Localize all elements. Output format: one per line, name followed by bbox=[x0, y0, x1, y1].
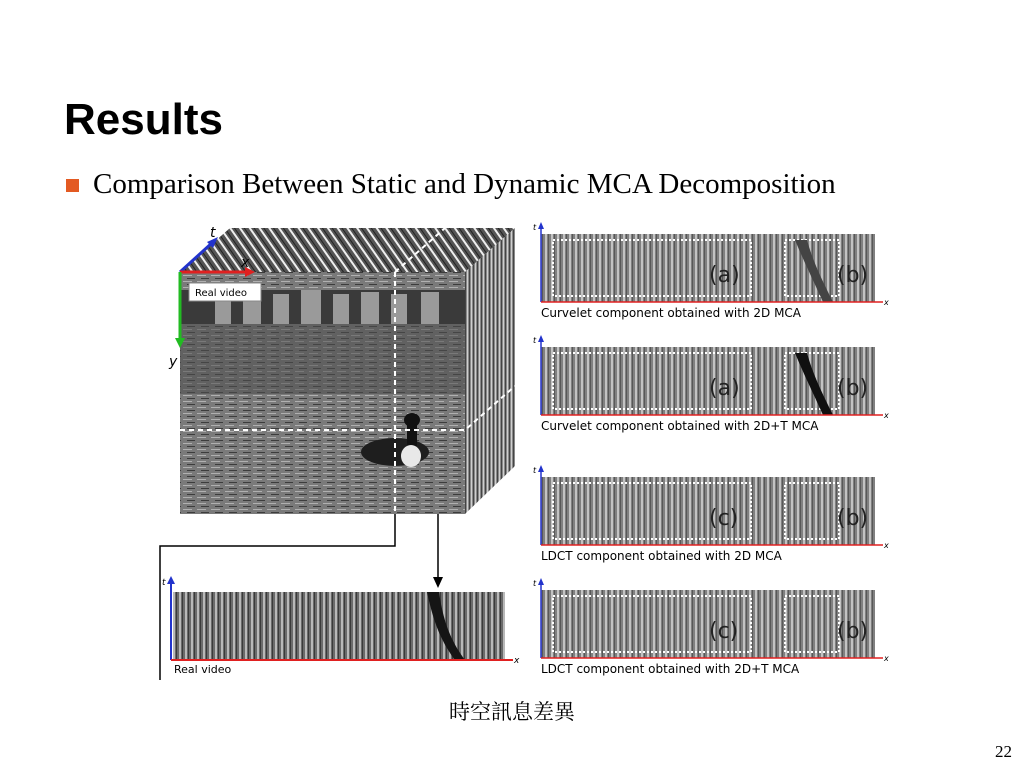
panel-2 bbox=[533, 335, 889, 433]
panel-region-right: (b) bbox=[837, 619, 869, 644]
panel-axis-t: t bbox=[533, 223, 537, 232]
slice-axis-x: x bbox=[514, 656, 520, 666]
cube-axis-t: t bbox=[210, 225, 216, 241]
panel-axis-t: t bbox=[533, 466, 537, 475]
cube-axis-x: x bbox=[241, 255, 250, 271]
panel-1 bbox=[533, 222, 889, 320]
cube-right-face bbox=[465, 228, 515, 514]
panel-region-left: (a) bbox=[709, 376, 740, 401]
panel-axis-t: t bbox=[533, 336, 537, 345]
panel-region-left: (c) bbox=[709, 619, 739, 644]
decomposition-panels bbox=[533, 222, 889, 676]
figure-caption: 時空訊息差異 bbox=[449, 700, 575, 724]
panel-4 bbox=[533, 578, 889, 676]
panel-region-left: (c) bbox=[709, 506, 739, 531]
panel-region-right: (b) bbox=[837, 376, 869, 401]
panel-region-right: (b) bbox=[837, 506, 869, 531]
panel-axis-x: x bbox=[884, 541, 889, 550]
video-cube bbox=[168, 225, 515, 514]
real-video-slice bbox=[162, 576, 520, 676]
bullet-square-icon bbox=[66, 179, 79, 192]
bullet-text: Comparison Between Static and Dynamic MCA Decomposition bbox=[93, 168, 836, 200]
cube-label: Real video bbox=[195, 288, 248, 299]
panel-axis-t: t bbox=[533, 579, 537, 588]
bullet-item bbox=[66, 166, 836, 202]
panel-caption: Curvelet component obtained with 2D+T MCA bbox=[541, 419, 819, 433]
panel-caption: LDCT component obtained with 2D+T MCA bbox=[541, 662, 800, 676]
panel-region-left: (a) bbox=[709, 263, 740, 288]
panel-axis-x: x bbox=[884, 411, 889, 420]
panel-axis-x: x bbox=[884, 298, 889, 307]
slice-label: Real video bbox=[174, 663, 232, 676]
page-number: 22 bbox=[995, 742, 1012, 761]
cube-axis-y: y bbox=[169, 354, 178, 370]
cube-top-face bbox=[180, 228, 515, 272]
panel-caption: LDCT component obtained with 2D MCA bbox=[541, 549, 782, 563]
panel-caption: Curvelet component obtained with 2D MCA bbox=[541, 306, 802, 320]
panel-3 bbox=[533, 465, 889, 563]
slice-axis-t: t bbox=[162, 578, 166, 588]
slide-title: Results bbox=[64, 95, 223, 144]
mca-comparison-figure bbox=[155, 220, 895, 682]
panel-region-right: (b) bbox=[837, 263, 869, 288]
panel-axis-x: x bbox=[884, 654, 889, 663]
